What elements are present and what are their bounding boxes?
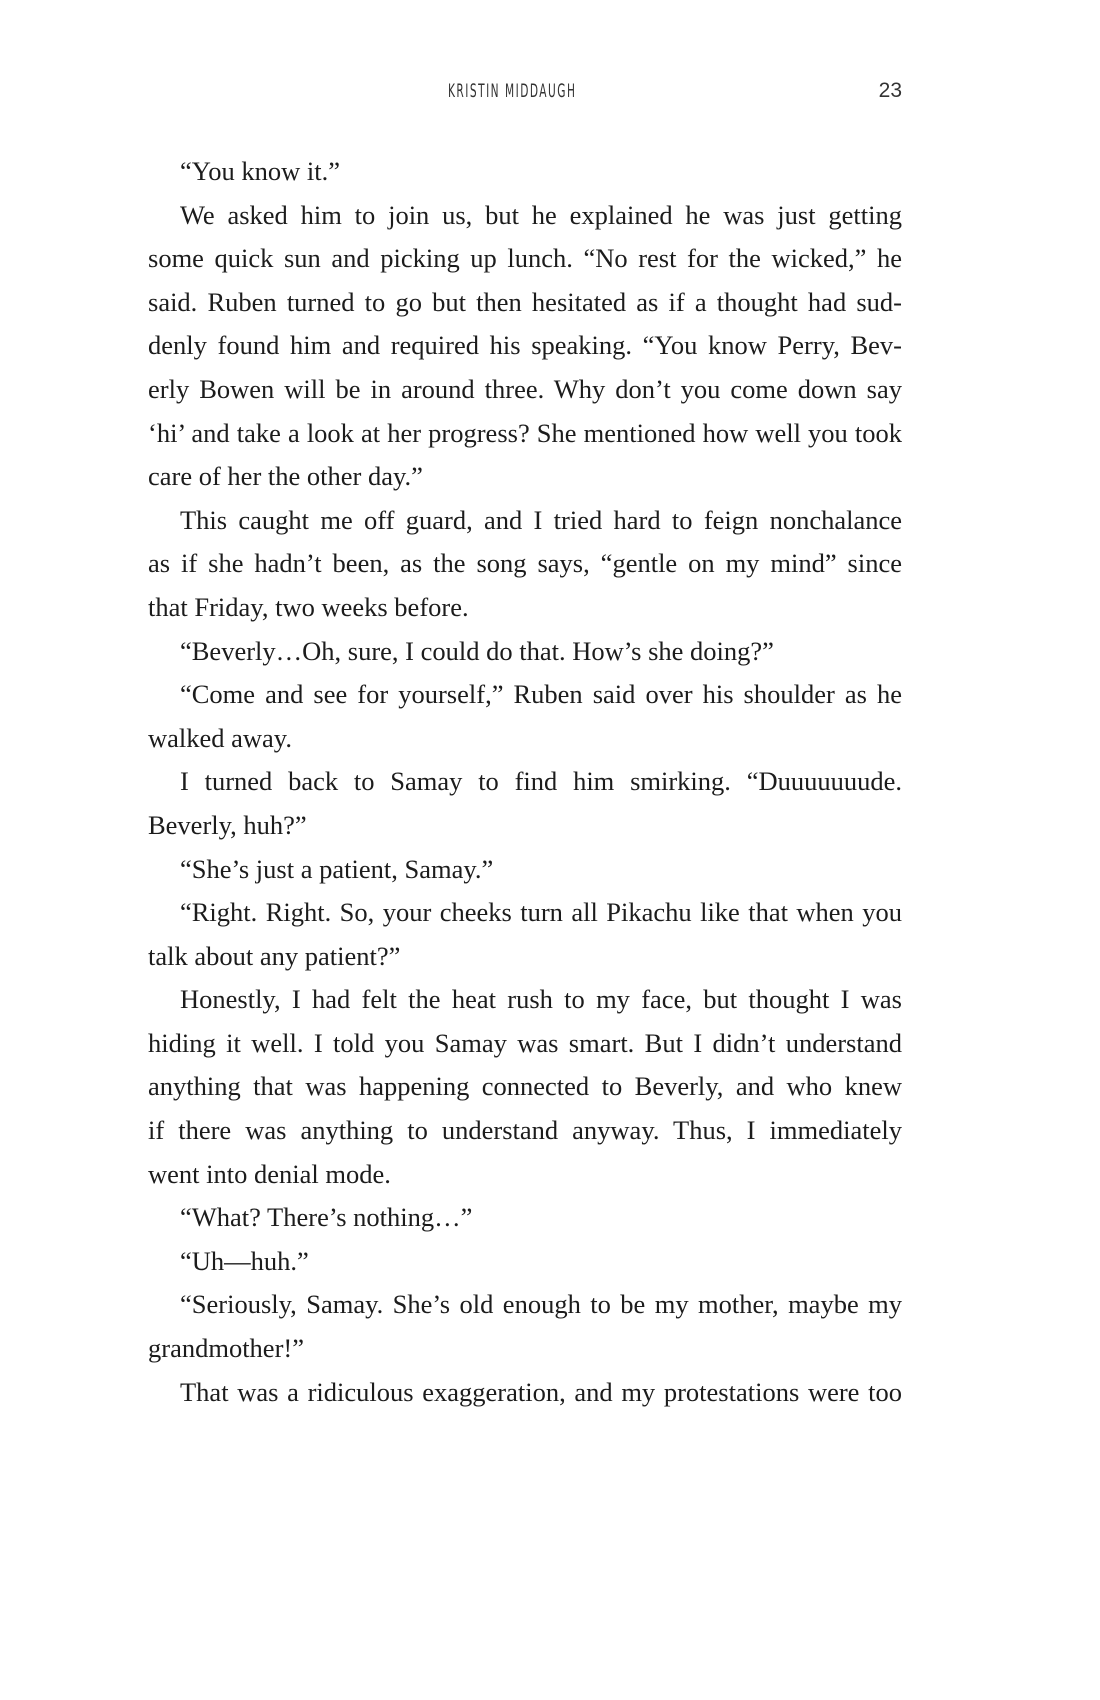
text-line: walked away. xyxy=(148,722,292,753)
text-line: “What? There’s nothing…” xyxy=(180,1202,473,1233)
text-line: Honestly, I had felt the heat rush to my face, but thought I was xyxy=(180,984,902,1015)
text-line: “Uh—huh.” xyxy=(180,1245,309,1276)
text-line: said. Ruben turned to go but then hesitated as if a thought had sud- xyxy=(148,286,902,317)
text-line: talk about any patient?” xyxy=(148,940,401,971)
text-line: hiding it well. I told you Samay was smart. But I didn’t understand xyxy=(148,1027,902,1058)
text-line: that Friday, two weeks before. xyxy=(148,591,469,622)
text-line: “Come and see for yourself,” Ruben said over his shoulder as he xyxy=(180,679,902,710)
text-line: ‘hi’ and take a look at her progress? She mentioned how well you took xyxy=(148,417,902,448)
text-line: That was a ridiculous exaggeration, and my protestations were too xyxy=(180,1376,902,1407)
text-line: denly found him and required his speaking. “You know Perry, Bev- xyxy=(148,330,902,361)
text-line: “She’s just a patient, Samay.” xyxy=(180,853,494,884)
body-text xyxy=(148,150,902,1414)
text-line: We asked him to join us, but he explained he was just getting xyxy=(180,199,902,230)
text-line: as if she hadn’t been, as the song says, “gentle on my mind” since xyxy=(148,548,902,579)
text-line: care of her the other day.” xyxy=(148,461,423,492)
text-line: “Beverly…Oh, sure, I could do that. How’s she doing?” xyxy=(180,635,774,666)
text-line: “Right. Right. So, your cheeks turn all Pikachu like that when you xyxy=(180,897,902,928)
text-line: grandmother!” xyxy=(148,1333,304,1364)
page-header xyxy=(0,78,1100,108)
text-line: I turned back to Samay to find him smirking. “Duuuuuuude. xyxy=(180,766,902,797)
text-line: erly Bowen will be in around three. Why don’t you come down say xyxy=(148,373,902,404)
text-line: “You know it.” xyxy=(180,156,340,186)
text-line: anything that was happening connected to Beverly, and who knew xyxy=(148,1071,902,1102)
text-line: “Seriously, Samay. She’s old enough to be my mother, maybe my xyxy=(180,1289,902,1320)
running-head: KRISTIN MIDDAUGH xyxy=(448,80,577,102)
text-line: if there was anything to understand anyway. Thus, I immediately xyxy=(148,1115,902,1146)
page-number: 23 xyxy=(878,79,902,102)
text-line: went into denial mode. xyxy=(148,1158,391,1189)
text-line: This caught me off guard, and I tried hard to feign nonchalance xyxy=(180,504,902,535)
text-line: Beverly, huh?” xyxy=(148,809,307,840)
text-line: some quick sun and picking up lunch. “No rest for the wicked,” he xyxy=(148,243,902,274)
